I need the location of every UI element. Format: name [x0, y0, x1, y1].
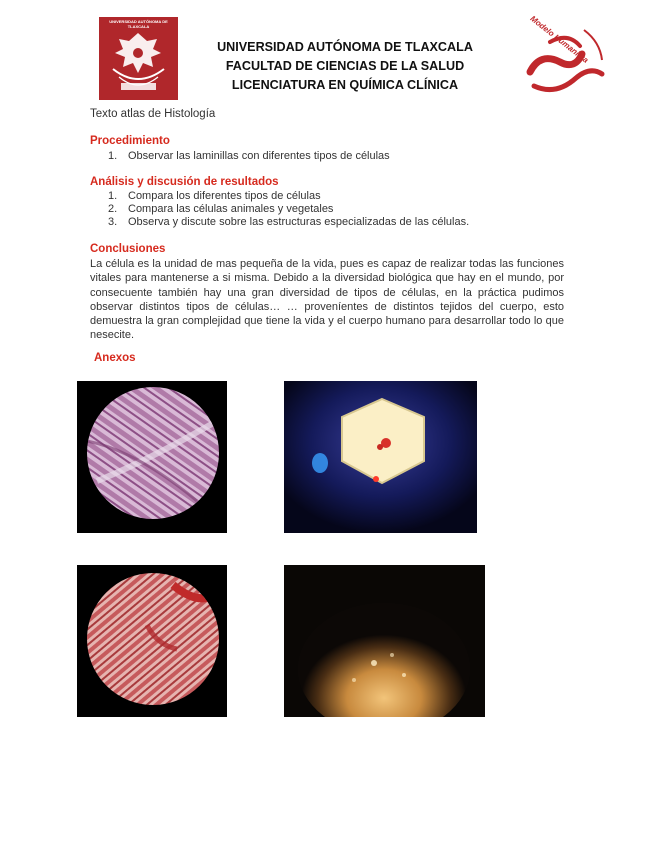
university-crest-icon — [99, 17, 178, 100]
micrograph-hexagon-crystal — [284, 381, 477, 533]
list-item: 3. Observa y discute sobre las estructuras especializadas de las células. — [108, 216, 470, 228]
list-item: 1. Compara los diferentes tipos de células — [108, 190, 321, 202]
micrograph-red-tissue — [77, 565, 227, 717]
university-logo — [99, 17, 178, 100]
conclusiones-heading: Conclusiones — [90, 243, 166, 255]
document-subtitle: Texto atlas de Histología — [90, 108, 216, 120]
micrograph-golden-sample — [284, 565, 485, 717]
faculty-name: FACULTAD DE CIENCIAS DE LA SALUD — [225, 59, 465, 73]
degree-name: LICENCIATURA EN QUÍMICA CLÍNICA — [231, 78, 459, 92]
list-item: 2. Compara las células animales y vegetales — [108, 203, 334, 215]
modelo-humanista-logo — [520, 12, 610, 102]
procedimiento-heading: Procedimiento — [90, 135, 170, 147]
university-title — [185, 38, 505, 95]
conclusiones-text: La célula es la unidad de mas pequeña de la vida, pues es capaz de realizar todas las funciones vitales para mantenerse a si misma. Debido a la diversidad biológica que hay en el mundo, por consecuente también hay una gran diversidad de tipos de células, en la práctica pudimos observar distintos tipos de células… … proveníentes de distintos tejidos del cuerpo, esto demuestra la gran complejidad que tiene la vida y el cuerpo humano para desarrollar todo lo que nesecite. — [90, 258, 564, 342]
micrograph-pink-tissue — [77, 381, 227, 533]
analisis-heading: Análisis y discusión de resultados — [90, 176, 279, 188]
list-item: 1. Observar las laminillas con diferentes tipos de células — [108, 150, 390, 162]
modelo-humanista-text: Modelo Humanista — [528, 14, 591, 65]
anexos-heading: Anexos — [94, 352, 136, 364]
university-logo-text: UNIVERSIDAD AUTÓNOMA DE TLAXCALA — [109, 19, 168, 29]
analisis-list — [108, 190, 469, 229]
procedimiento-list — [108, 150, 390, 163]
university-name: UNIVERSIDAD AUTÓNOMA DE TLAXCALA — [217, 40, 473, 54]
